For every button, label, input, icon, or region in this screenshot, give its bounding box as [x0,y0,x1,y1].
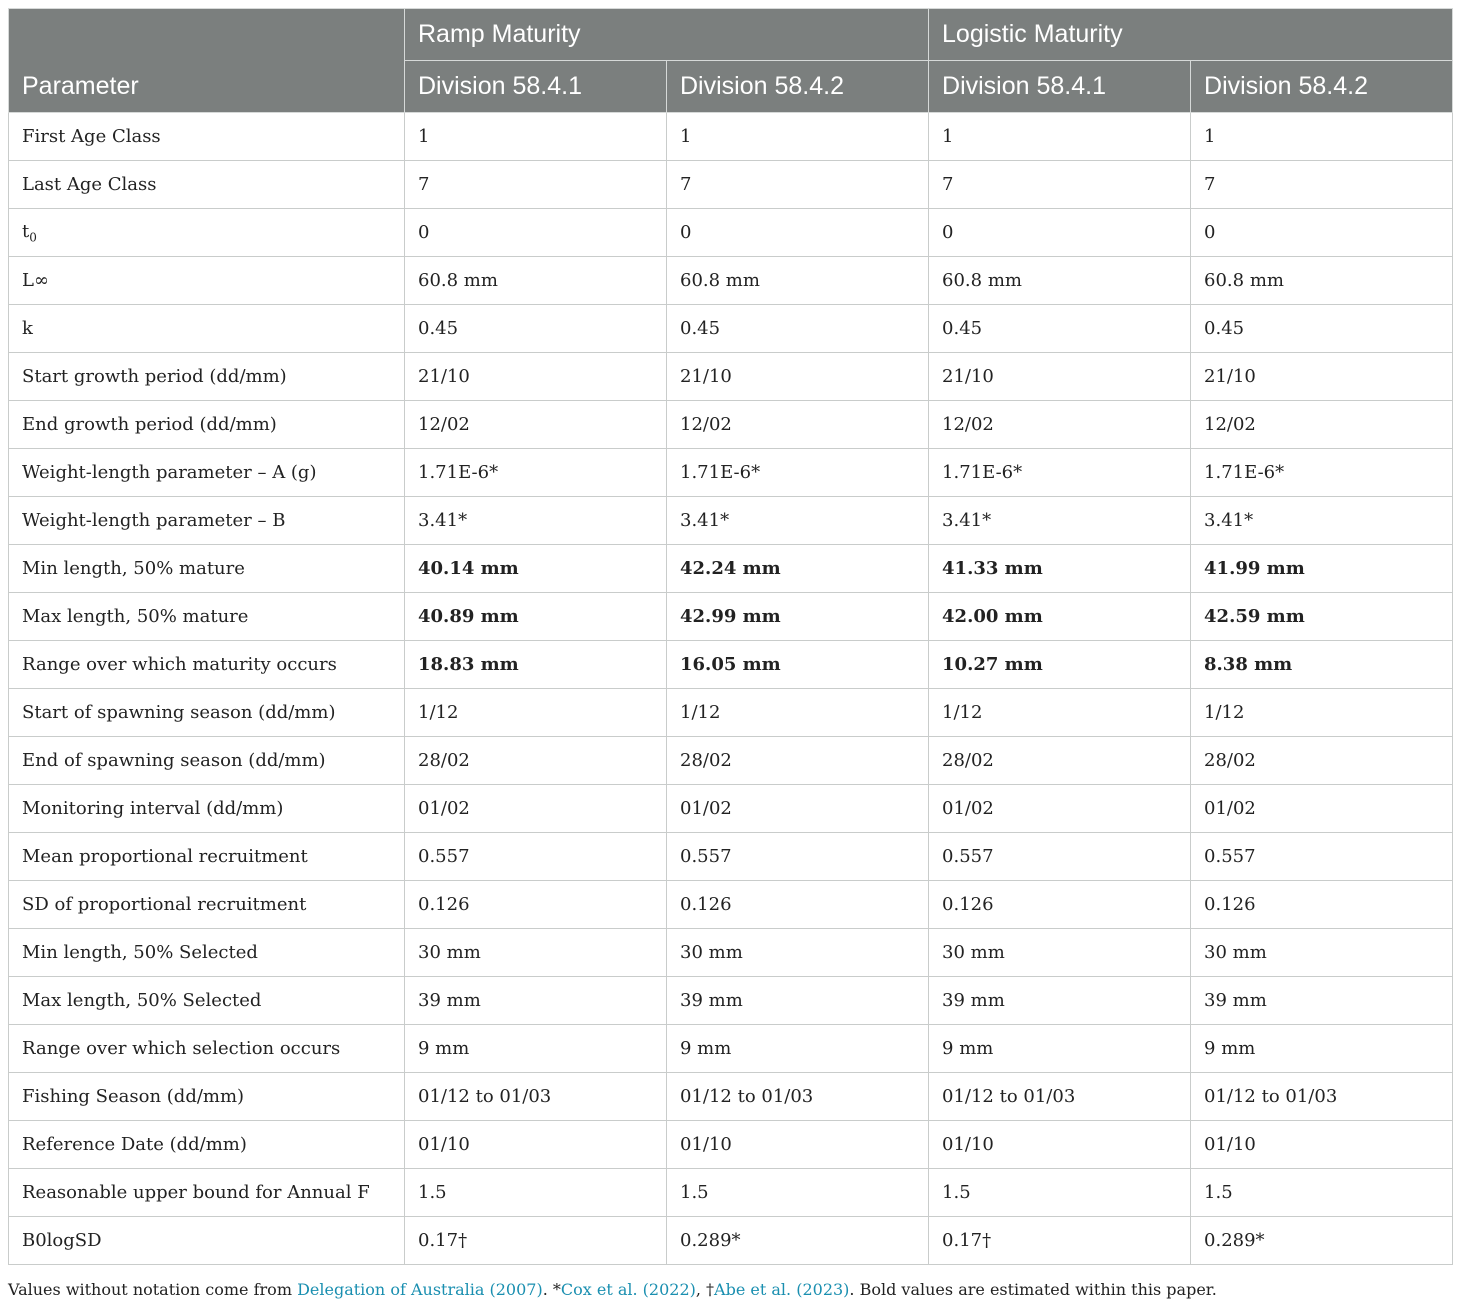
cell-ramp-58-4-2: 3.41* [667,497,929,545]
table-row [9,833,1453,881]
table-row [9,113,1453,161]
cell-ramp-58-4-1: 3.41* [405,497,667,545]
cell-ramp-58-4-1: 40.14 mm [405,545,667,593]
cell-logistic-58-4-2: 0 [1191,209,1453,257]
table-row [9,1121,1453,1169]
row-label: Reference Date (dd/mm) [9,1121,405,1169]
table-row [9,737,1453,785]
cell-ramp-58-4-1: 39 mm [405,977,667,1025]
row-label: Range over which maturity occurs [9,641,405,689]
cell-ramp-58-4-1: 0 [405,209,667,257]
cell-logistic-58-4-1: 3.41* [929,497,1191,545]
cell-ramp-58-4-2: 21/10 [667,353,929,401]
cell-ramp-58-4-2: 0.557 [667,833,929,881]
row-label: Range over which selection occurs [9,1025,405,1073]
row-label: B0logSD [9,1217,405,1265]
row-label: Fishing Season (dd/mm) [9,1073,405,1121]
cell-logistic-58-4-2: 9 mm [1191,1025,1453,1073]
cell-logistic-58-4-2: 01/12 to 01/03 [1191,1073,1453,1121]
table-row [9,641,1453,689]
cell-logistic-58-4-2: 42.59 mm [1191,593,1453,641]
row-label: Monitoring interval (dd/mm) [9,785,405,833]
cell-logistic-58-4-2: 1.5 [1191,1169,1453,1217]
cell-ramp-58-4-2: 9 mm [667,1025,929,1073]
cell-logistic-58-4-1: 0.557 [929,833,1191,881]
cell-logistic-58-4-1: 1/12 [929,689,1191,737]
cell-ramp-58-4-2: 01/12 to 01/03 [667,1073,929,1121]
cell-logistic-58-4-1: 10.27 mm [929,641,1191,689]
cell-logistic-58-4-1: 21/10 [929,353,1191,401]
cell-logistic-58-4-2: 1 [1191,113,1453,161]
cell-ramp-58-4-1: 1/12 [405,689,667,737]
cell-logistic-58-4-2: 39 mm [1191,977,1453,1025]
footnote-text-2: . * [542,1280,561,1299]
table-row [9,161,1453,209]
row-label: End of spawning season (dd/mm) [9,737,405,785]
cell-ramp-58-4-1: 18.83 mm [405,641,667,689]
cell-logistic-58-4-1: 39 mm [929,977,1191,1025]
row-label: SD of proportional recruitment [9,881,405,929]
cell-logistic-58-4-2: 28/02 [1191,737,1453,785]
cell-ramp-58-4-2: 1.5 [667,1169,929,1217]
row-label: Reasonable upper bound for Annual F [9,1169,405,1217]
cell-logistic-58-4-1: 28/02 [929,737,1191,785]
cell-ramp-58-4-1: 28/02 [405,737,667,785]
header-ramp-division-1: Division 58.4.1 [405,61,667,113]
cell-logistic-58-4-1: 1.71E-6* [929,449,1191,497]
table-row [9,1217,1453,1265]
cell-ramp-58-4-1: 1.71E-6* [405,449,667,497]
cell-ramp-58-4-2: 28/02 [667,737,929,785]
cell-ramp-58-4-2: 0.289* [667,1217,929,1265]
cell-logistic-58-4-1: 0.17† [929,1217,1191,1265]
cell-ramp-58-4-2: 0.45 [667,305,929,353]
row-label: Weight-length parameter – A (g) [9,449,405,497]
row-label: Max length, 50% mature [9,593,405,641]
table-header [9,9,1453,113]
row-label: Weight-length parameter – B [9,497,405,545]
cell-logistic-58-4-2: 1/12 [1191,689,1453,737]
header-ramp-division-2: Division 58.4.2 [667,61,929,113]
footnote-text-3: , † [695,1280,715,1299]
cell-ramp-58-4-1: 01/02 [405,785,667,833]
cell-ramp-58-4-2: 1/12 [667,689,929,737]
table-row [9,545,1453,593]
table-row [9,497,1453,545]
cell-logistic-58-4-1: 1 [929,113,1191,161]
cell-logistic-58-4-2: 41.99 mm [1191,545,1453,593]
cell-logistic-58-4-2: 01/02 [1191,785,1453,833]
cell-logistic-58-4-2: 0.557 [1191,833,1453,881]
cell-logistic-58-4-2: 7 [1191,161,1453,209]
table-row [9,929,1453,977]
cell-logistic-58-4-2: 21/10 [1191,353,1453,401]
row-label [9,209,405,257]
cell-ramp-58-4-2: 7 [667,161,929,209]
row-label: End growth period (dd/mm) [9,401,405,449]
cell-ramp-58-4-2: 16.05 mm [667,641,929,689]
table-row [9,881,1453,929]
cell-logistic-58-4-1: 0 [929,209,1191,257]
parameter-table [8,8,1453,1265]
row-label-subscript: 0 [29,230,37,245]
cell-ramp-58-4-1: 01/12 to 01/03 [405,1073,667,1121]
cell-logistic-58-4-2: 12/02 [1191,401,1453,449]
table-row [9,449,1453,497]
cell-ramp-58-4-1: 0.17† [405,1217,667,1265]
cell-logistic-58-4-1: 41.33 mm [929,545,1191,593]
table-row [9,785,1453,833]
cell-logistic-58-4-2: 3.41* [1191,497,1453,545]
cell-ramp-58-4-2: 42.99 mm [667,593,929,641]
table-row [9,689,1453,737]
cell-ramp-58-4-2: 42.24 mm [667,545,929,593]
cell-ramp-58-4-2: 39 mm [667,977,929,1025]
cell-logistic-58-4-1: 01/10 [929,1121,1191,1169]
cell-logistic-58-4-2: 0.126 [1191,881,1453,929]
row-label: First Age Class [9,113,405,161]
cell-logistic-58-4-1: 01/12 to 01/03 [929,1073,1191,1121]
cell-logistic-58-4-1: 1.5 [929,1169,1191,1217]
cell-ramp-58-4-1: 0.126 [405,881,667,929]
cell-ramp-58-4-2: 12/02 [667,401,929,449]
parameter-table-container [8,8,1452,1265]
table-body [9,113,1453,1265]
cell-ramp-58-4-1: 12/02 [405,401,667,449]
cell-logistic-58-4-1: 0.45 [929,305,1191,353]
row-label: Mean proportional recruitment [9,833,405,881]
cell-logistic-58-4-1: 0.126 [929,881,1191,929]
cell-logistic-58-4-1: 01/02 [929,785,1191,833]
cell-logistic-58-4-1: 60.8 mm [929,257,1191,305]
cell-logistic-58-4-1: 30 mm [929,929,1191,977]
table-row [9,401,1453,449]
cell-ramp-58-4-1: 7 [405,161,667,209]
cell-ramp-58-4-2: 0 [667,209,929,257]
cell-ramp-58-4-2: 30 mm [667,929,929,977]
header-logistic-maturity: Logistic Maturity [929,9,1453,61]
cell-logistic-58-4-1: 9 mm [929,1025,1191,1073]
footnote-text-1: Values without notation come from [8,1280,298,1299]
header-ramp-maturity: Ramp Maturity [405,9,929,61]
row-label: k [9,305,405,353]
row-label: Last Age Class [9,161,405,209]
cell-ramp-58-4-2: 01/10 [667,1121,929,1169]
row-label: Start growth period (dd/mm) [9,353,405,401]
row-label-main: t [22,220,30,242]
row-label: L∞ [9,257,405,305]
cell-ramp-58-4-2: 0.126 [667,881,929,929]
cell-ramp-58-4-2: 01/02 [667,785,929,833]
table-row [9,305,1453,353]
table-row [9,1169,1453,1217]
cell-ramp-58-4-1: 21/10 [405,353,667,401]
cell-ramp-58-4-1: 0.45 [405,305,667,353]
row-label: Max length, 50% Selected [9,977,405,1025]
table-footnote [8,1280,1217,1299]
table-row [9,353,1453,401]
cell-ramp-58-4-2: 60.8 mm [667,257,929,305]
cell-logistic-58-4-2: 1.71E-6* [1191,449,1453,497]
cell-ramp-58-4-1: 9 mm [405,1025,667,1073]
cell-ramp-58-4-1: 0.557 [405,833,667,881]
row-label: Min length, 50% Selected [9,929,405,977]
footnote-link-delegation-australia[interactable]: Delegation of Australia (2007) [297,1280,543,1299]
cell-logistic-58-4-2: 60.8 mm [1191,257,1453,305]
row-label: Min length, 50% mature [9,545,405,593]
table-row [9,257,1453,305]
footnote-link-cox[interactable]: Cox et al. (2022) [560,1280,696,1299]
footnote-text-4: . Bold values are estimated within this paper. [849,1280,1217,1299]
footnote-link-abe[interactable]: Abe et al. (2023) [714,1280,850,1299]
cell-logistic-58-4-2: 8.38 mm [1191,641,1453,689]
cell-logistic-58-4-2: 30 mm [1191,929,1453,977]
header-logistic-division-1: Division 58.4.1 [929,61,1191,113]
table-row [9,593,1453,641]
cell-ramp-58-4-1: 1.5 [405,1169,667,1217]
cell-logistic-58-4-2: 0.289* [1191,1217,1453,1265]
row-label: Start of spawning season (dd/mm) [9,689,405,737]
cell-ramp-58-4-1: 60.8 mm [405,257,667,305]
cell-logistic-58-4-2: 01/10 [1191,1121,1453,1169]
cell-logistic-58-4-1: 42.00 mm [929,593,1191,641]
table-row [9,209,1453,257]
cell-logistic-58-4-2: 0.45 [1191,305,1453,353]
cell-ramp-58-4-1: 1 [405,113,667,161]
table-row [9,977,1453,1025]
cell-ramp-58-4-1: 40.89 mm [405,593,667,641]
cell-logistic-58-4-1: 12/02 [929,401,1191,449]
cell-ramp-58-4-2: 1 [667,113,929,161]
header-parameter: Parameter [9,9,405,113]
table-row [9,1025,1453,1073]
cell-logistic-58-4-1: 7 [929,161,1191,209]
cell-ramp-58-4-1: 01/10 [405,1121,667,1169]
cell-ramp-58-4-2: 1.71E-6* [667,449,929,497]
table-row [9,1073,1453,1121]
cell-ramp-58-4-1: 30 mm [405,929,667,977]
header-logistic-division-2: Division 58.4.2 [1191,61,1453,113]
